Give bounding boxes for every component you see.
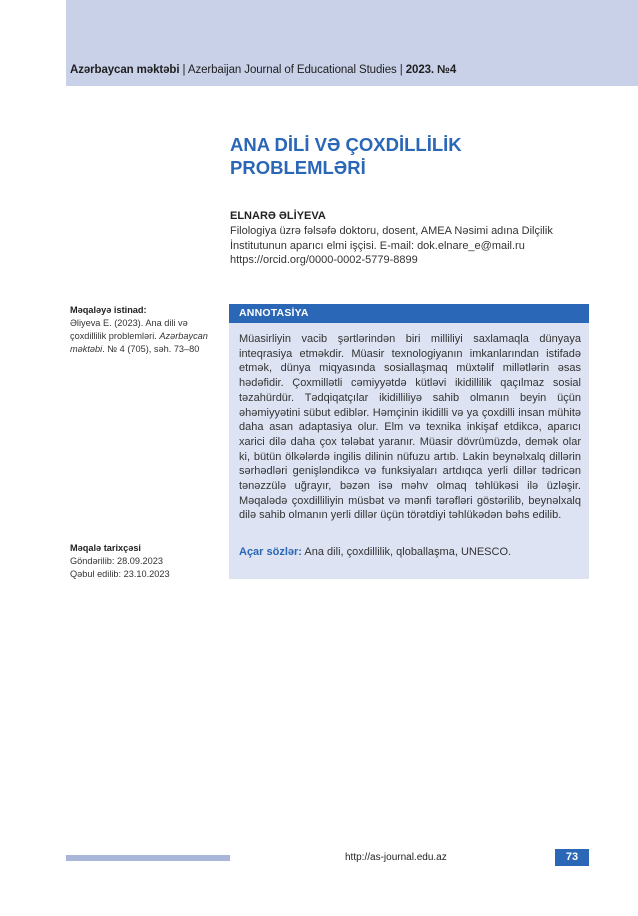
keywords [239, 545, 581, 559]
citation-line [70, 330, 220, 343]
citation-line: Əliyeva E. (2023). Ana dili və [70, 318, 188, 328]
title-line: ANA DİLİ VƏ ÇOXDİLLİLİK [230, 134, 462, 155]
journal-name-az: Azərbaycan məktəbi [70, 64, 180, 76]
page-number: 73 [555, 849, 589, 866]
abstract-header [229, 304, 589, 323]
citation-text: . № 4 (705), səh. 73–80 [102, 344, 200, 354]
keywords-label: Açar sözlər: [239, 546, 302, 558]
footer-bar [66, 855, 230, 861]
journal-name-en: Azerbaijan Journal of Educational Studies [187, 64, 397, 76]
history-accepted: Qəbul edilib: 23.10.2023 [70, 569, 170, 579]
affiliation-line: İnstitutunun aparıcı elmi işçisi. E-mail: dok.elnare_e@mail.ru [230, 239, 525, 252]
article-history [70, 542, 220, 581]
author-name: ELNARƏ ƏLİYEVA [230, 210, 326, 222]
abstract-text: Müasirliyin vacib şərtlərindən biri milliliyi saxlamaqla dünyaya inteqrasiya etməkdir. Müasir texnologiyanın imkanlarından istifadə etmək, dünya miqyasında sosiallaşmaq müxtəlif millətlərin əsas hədəfidir. Çoxmillətli cəmiyyətdə kütləvi ikidillilik qaçılmaz sosial təzahürdür. Tədqiqatçılar ikidilliliyə sahib olmanın beyin üçün əhəmiyyətini sübut ediblər. Həmçinin ikidilli və ya çoxdilli insan mühitə daha asan adaptasiya olur. Elm və texnika inkişaf etdikcə, aparıcı xarici dilə daha çox tələbat yaranır. Müasir dövrümüzdə, demək olar ki, bütün ölkələrdə ingilis dilinin nüfuzu artıb. Lakin beynəlxalq dillərin sərhədləri genişləndikcə və funksiyaları artdıqca yerli dillər tədricən tənəzzülə uğrayır, bəzən isə məhv olmaq təhlükəsi ilə üzləşir. Məqalədə çoxdilliliyin müsbət və mənfi tərəfləri göstərilib, beynəlxalq dilə sahib olmanın yerli dillər üçün törətdiyi təhlükədən bəhs edilib. [239, 333, 581, 522]
citation-line [70, 343, 220, 356]
title-line: PROBLEMLƏRİ [230, 157, 366, 178]
citation-heading: Məqaləyə istinad: [70, 305, 147, 315]
abstract-heading: ANNOTASİYA [239, 307, 309, 319]
journal-header [70, 64, 456, 76]
footer-url[interactable]: http://as-journal.edu.az [345, 852, 447, 863]
history-sent: Göndərilib: 28.09.2023 [70, 556, 163, 566]
orcid-link[interactable]: https://orcid.org/0000-0002-5779-8899 [230, 254, 418, 266]
article-title [230, 133, 560, 179]
citation-text: çoxdillilik problemləri. [70, 331, 160, 341]
citation-block [70, 304, 220, 356]
journal-issue: 2023. №4 [405, 64, 457, 76]
keywords-list: Ana dili, çoxdillilik, qloballaşma, UNESCO. [301, 546, 512, 558]
header-separator: | [179, 64, 188, 76]
citation-journal: Azərbaycan [159, 331, 208, 341]
author-affiliation [230, 224, 590, 268]
citation-journal: məktəbi [70, 344, 103, 354]
header-separator: | [396, 64, 406, 76]
history-heading: Məqalə tarixçəsi [70, 543, 141, 553]
affiliation-line: Filologiya üzrə fəlsəfə doktoru, dosent, AMEA Nəsimi adına Dilçilik [230, 225, 553, 237]
